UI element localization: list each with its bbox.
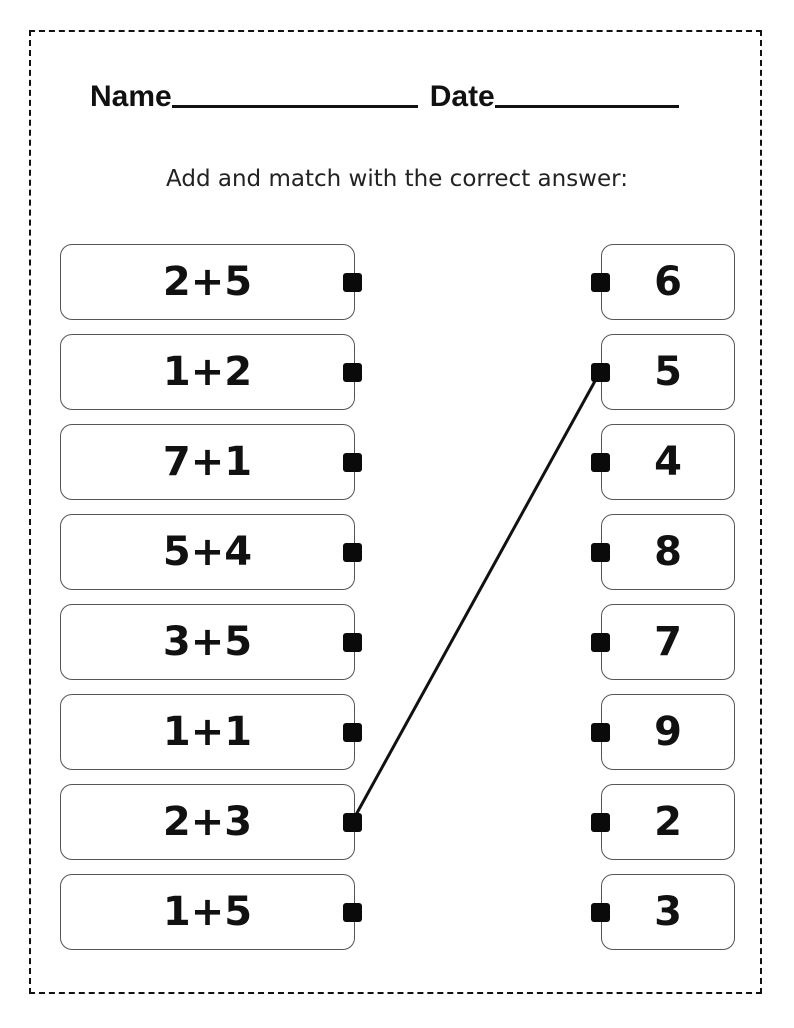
answer-connector-dot[interactable] xyxy=(591,723,610,742)
answer-text: 3 xyxy=(654,889,682,935)
problem-text: 1+2 xyxy=(162,349,253,395)
problem-connector-dot[interactable] xyxy=(343,363,362,382)
answer-text: 7 xyxy=(654,619,682,665)
instruction: Add and match with the correct answer: xyxy=(166,166,628,192)
problem-text: 1+5 xyxy=(162,889,253,935)
problem-text: 3+5 xyxy=(162,619,253,665)
date-label: Date xyxy=(429,80,495,113)
problem-text: 7+1 xyxy=(162,439,253,485)
problem-connector-dot[interactable] xyxy=(343,723,362,742)
answer-text: 4 xyxy=(654,439,682,485)
problem-connector-dot[interactable] xyxy=(343,633,362,652)
answer-text: 5 xyxy=(654,349,682,395)
problem-text: 5+4 xyxy=(162,529,253,575)
problem-connector-dot[interactable] xyxy=(343,453,362,472)
answer-connector-dot[interactable] xyxy=(591,903,610,922)
answer-text: 6 xyxy=(654,259,682,305)
answer-connector-dot[interactable] xyxy=(591,363,610,382)
answer-connector-dot[interactable] xyxy=(591,453,610,472)
problem-connector-dot[interactable] xyxy=(343,813,362,832)
answer-text: 9 xyxy=(654,709,682,755)
answer-connector-dot[interactable] xyxy=(591,273,610,292)
answer-text: 8 xyxy=(654,529,682,575)
problem-connector-dot[interactable] xyxy=(343,903,362,922)
problem-text: 2+3 xyxy=(162,799,253,845)
problem-text: 2+5 xyxy=(162,259,253,305)
match-line xyxy=(352,372,600,822)
answer-connector-dot[interactable] xyxy=(591,813,610,832)
answer-connector-dot[interactable] xyxy=(591,633,610,652)
problem-text: 1+1 xyxy=(162,709,253,755)
problem-connector-dot[interactable] xyxy=(343,543,362,562)
name-label: Name xyxy=(90,80,172,113)
answer-text: 2 xyxy=(654,799,682,845)
answer-connector-dot[interactable] xyxy=(591,543,610,562)
problem-connector-dot[interactable] xyxy=(343,273,362,292)
